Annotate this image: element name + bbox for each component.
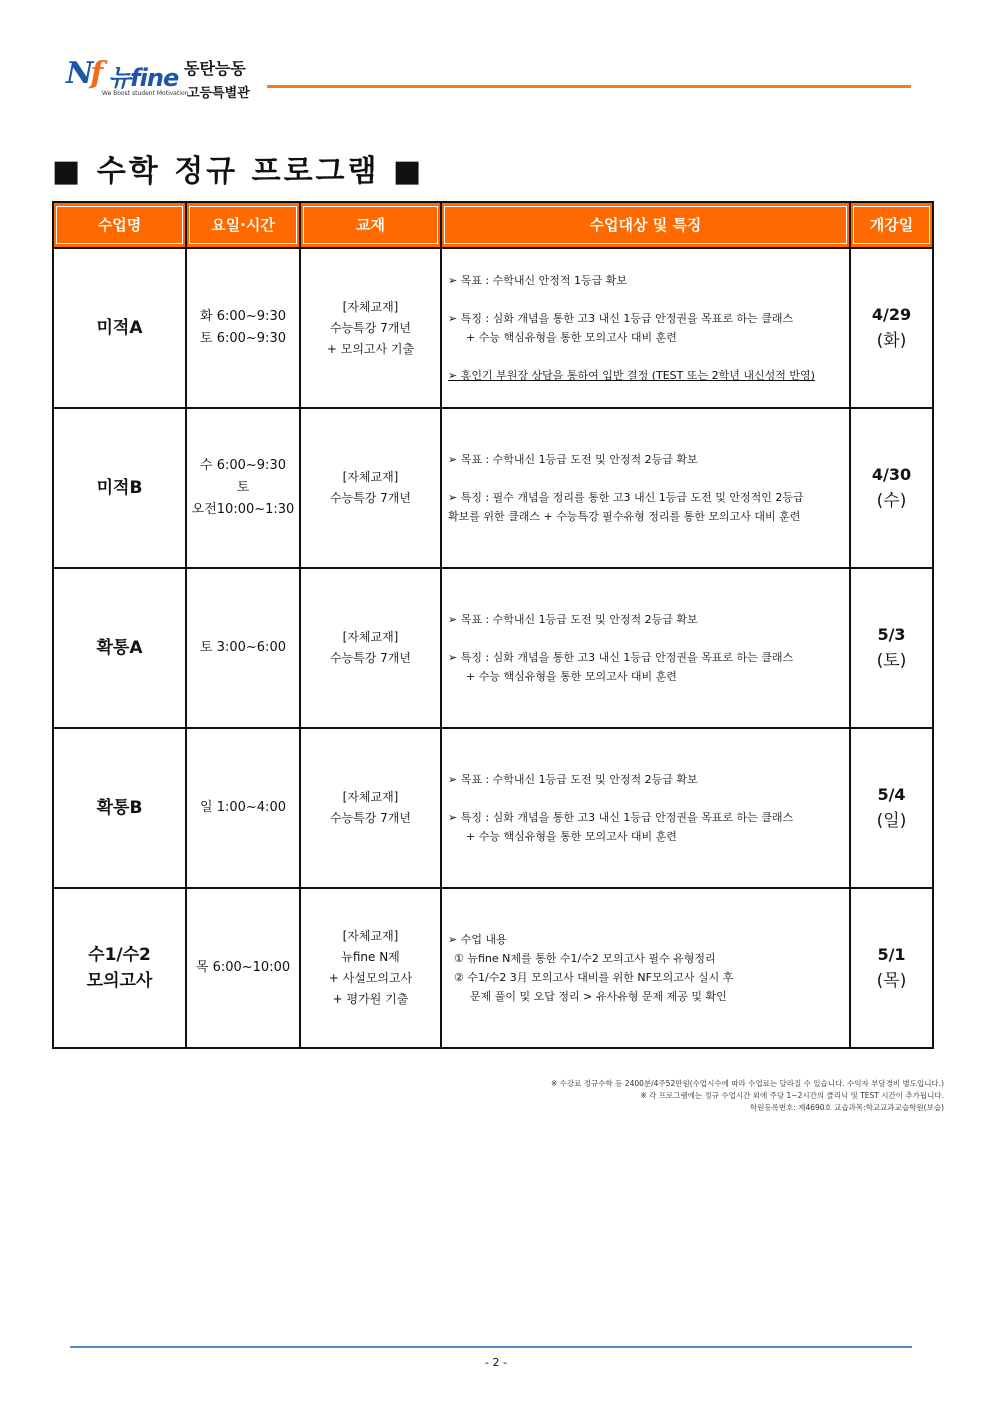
schedule-line: 화 6:00~9:30 [200,309,286,324]
description-line: + 수능 핵심유형을 통한 모의고사 대비 훈련 [466,830,677,843]
description-line: ① 뉴fine N제를 통한 수1/수2 모의고사 필수 유형정리 [454,952,716,965]
table-row [53,728,933,888]
open-date-cell [850,408,933,568]
description-cell [441,728,850,888]
table-row [53,408,933,568]
textbook-line: [자체교재] [342,630,399,644]
description-line: + 수능 핵심유형을 통한 모의고사 대비 훈련 [466,670,677,683]
textbook-cell [300,728,441,888]
branch-name: 동탄능동 [184,59,246,78]
class-name-cell [53,568,186,728]
open-date-cell [850,728,933,888]
spacer [448,789,843,808]
footnote: ※ 수강료 정규수학 등 2400분/4주52만원(수업시수에 따라 수업료는 달라질 수 있습니다. 수익자 부담경비 별도입니다.) [551,1079,944,1088]
class-name-cell [53,728,186,888]
schedule-cell [186,888,300,1048]
schedule-cell [186,728,300,888]
open-date: 5/4 [877,785,906,804]
open-date: 4/30 [871,465,912,484]
textbook-line: [자체교재] [342,299,399,314]
schedule-line: 토 [236,480,250,495]
schedule-line: 일 1:00~4:00 [200,800,286,815]
textbook-cell [300,568,441,728]
schedule-line: 토 3:00~6:00 [200,640,286,655]
schedule-line: 목 6:00~10:00 [195,960,291,975]
description-line: 문제 풀이 및 오답 정리 > 유사유형 문제 제공 및 확인 [470,990,727,1003]
description-cell [441,888,850,1048]
schedule-cell [186,408,300,568]
logo-tagline: We Boost student Motivation [102,90,189,97]
header-divider [267,85,911,88]
description-cell [441,248,850,408]
class-name: 확통A [96,638,143,658]
table-row [53,888,933,1048]
description-line: ➢ 목표 : 수학내신 안정적 1등급 확보 [448,274,628,287]
table-row [53,248,933,408]
footnote: ※ 각 프로그램에는 정규 수업시간 외에 주당 1~2시간의 클리닉 및 TEST 시간이 추가됩니다. [640,1091,944,1100]
spacer [448,469,843,488]
description-line: ➢ 목표 : 수학내신 1등급 도전 및 안정적 2등급 확보 [448,773,698,786]
table-row [53,568,933,728]
textbook-cell [300,888,441,1048]
col-header-class: 수업명 [53,202,186,248]
description-line: + 수능 핵심유형을 통한 모의고사 대비 훈련 [466,331,677,344]
open-weekday: (목) [876,971,907,991]
textbook-line: [자체교재] [342,470,399,484]
open-date: 5/1 [877,945,906,964]
schedule-cell [186,248,300,408]
logo-text: 뉴fine [108,64,179,92]
textbook-line: + 사설모의고사 [328,971,413,985]
description-line: ➢ 특징 : 심화 개념을 통한 고3 내신 1등급 안정권을 목표로 하는 클래스 [448,312,794,325]
spacer [448,629,843,648]
description-line: ➢ 목표 : 수학내신 1등급 도전 및 안정적 2등급 확보 [448,453,698,466]
open-date: 5/3 [877,625,906,644]
open-date-cell [850,568,933,728]
col-header-time: 요일·시간 [186,202,300,248]
col-header-desc: 수업대상 및 특징 [441,202,850,248]
page-title: ■ 수학 정규 프로그램 ■ [52,154,425,189]
schedule-line: 수 6:00~9:30 [200,458,286,473]
footnote: 학원등록번호: 제4690호 교습과목:학교교과교습학원(보습) [749,1103,944,1112]
description-line: ➢ 수업 내용 [448,933,507,946]
open-weekday: (화) [876,331,907,351]
textbook-line: 수능특강 7개년 [329,651,411,665]
description-line: 확보를 위한 클래스 + 수능특강 필수유형 정리를 통한 모의고사 대비 훈련 [448,510,801,523]
col-header-book: 교재 [300,202,441,248]
logo-icon: Nf [66,56,101,91]
open-date-cell [850,888,933,1048]
spacer [448,290,843,309]
description-line: ➢ 특징 : 필수 개념을 정리를 통한 고3 내신 1등급 도전 및 안정적인 2등급 [448,491,804,504]
textbook-line: + 평가원 기출 [332,992,409,1006]
footnotes [551,1078,944,1114]
spacer [448,347,843,366]
textbook-line: 수능특강 7개년 [329,811,411,825]
class-name: 확통B [96,798,143,818]
open-weekday: (토) [876,651,907,671]
description-line: ➢ 목표 : 수학내신 1등급 도전 및 안정적 2등급 확보 [448,613,698,626]
open-weekday: (수) [876,491,907,511]
table-header-row [53,202,933,248]
description-line: ➢ 특징 : 심화 개념을 통한 고3 내신 1등급 안정권을 목표로 하는 클래스 [448,811,794,824]
program-table [52,201,934,1049]
description-cell [441,568,850,728]
class-name: 미적B [96,478,143,498]
description-line: ② 수1/수2 3月 모의고사 대비를 위한 NF모의고사 실시 후 [454,971,734,984]
description-line: ➢ 특징 : 심화 개념을 통한 고3 내신 1등급 안정권을 목표로 하는 클래스 [448,651,794,664]
schedule-cell [186,568,300,728]
schedule-line: 오전10:00~1:30 [191,502,295,517]
class-name-cell [53,888,186,1048]
footer-divider [70,1346,912,1348]
open-weekday: (일) [876,811,907,831]
col-header-open: 개강일 [850,202,933,248]
textbook-line: 뉴fine N제 [341,950,400,964]
open-date-cell [850,248,933,408]
page-number: - 2 - [485,1356,507,1369]
textbook-line: 수능특강 7개년 [329,320,411,335]
open-date: 4/29 [871,305,912,324]
textbook-cell [300,408,441,568]
class-name: 수1/수2 [88,945,151,965]
branch-subname: 고등특별관 [187,86,250,101]
page-header [66,52,912,102]
textbook-line: 수능특강 7개년 [329,491,411,505]
description-line: ➢ 홍인기 부원장 상담을 통하여 입반 결정 (TEST 또는 2학년 내신성적 반영) [448,369,815,382]
textbook-line: [자체교재] [342,929,399,943]
class-name-cell [53,408,186,568]
description-cell [441,408,850,568]
class-name: 모의고사 [86,971,153,991]
class-name-cell [53,248,186,408]
textbook-line: + 모의고사 기출 [326,341,415,356]
schedule-line: 토 6:00~9:30 [200,331,286,346]
textbook-cell [300,248,441,408]
class-name: 미적A [96,318,143,338]
textbook-line: [자체교재] [342,790,399,804]
